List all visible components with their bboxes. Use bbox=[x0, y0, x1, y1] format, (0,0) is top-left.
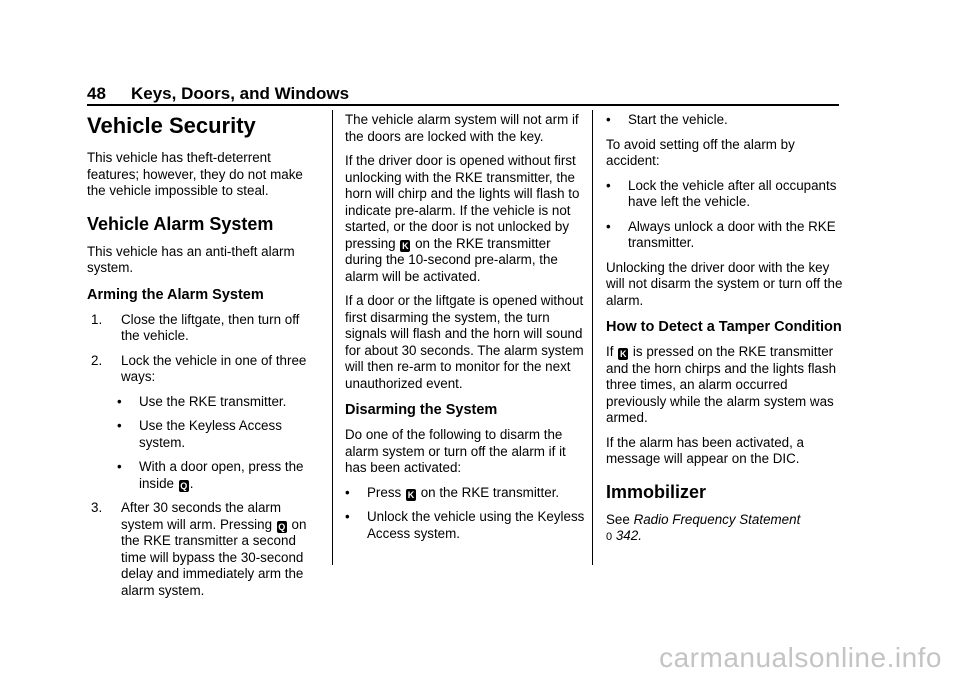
paragraph: To avoid setting off the alarm by accident: bbox=[606, 136, 795, 168]
page-number: 48 bbox=[87, 84, 106, 103]
page-ref-icon: 0 bbox=[606, 531, 613, 543]
paragraph: If the alarm has been activated, a message will appear on the DIC. bbox=[606, 434, 805, 466]
unlock-icon: K bbox=[402, 240, 409, 251]
list-item: • Use the RKE transmitter. bbox=[117, 393, 287, 409]
column-divider bbox=[332, 110, 333, 565]
column-3 bbox=[606, 112, 844, 554]
page-title: Vehicle Security bbox=[87, 113, 256, 138]
list-item: • Lock the vehicle after all occupants have left the vehicle. bbox=[606, 177, 837, 209]
section-title: Keys, Doors, and Windows bbox=[131, 84, 350, 103]
alarm-intro: This vehicle has an anti-theft alarm system. bbox=[87, 243, 295, 275]
unlock-icon: K bbox=[407, 489, 415, 500]
paragraph: If a door or the liftgate is opened without first disarming the system, the turn signals will flash and the horn will sound for about 30 seconds. The alarm system will then re-arm to monitor for the next unauthorized event. bbox=[345, 293, 584, 391]
lock-icon: Q bbox=[180, 480, 188, 491]
page-header bbox=[87, 84, 349, 104]
alarm-heading: Vehicle Alarm System bbox=[87, 213, 274, 234]
reference: See Radio Frequency Statement 0 342. bbox=[606, 511, 801, 543]
list-item: • Use the Keyless Access system. bbox=[117, 418, 282, 450]
intro-text: This vehicle has theft-deterrent features; however, they do not make the vehicle impossible to steal. bbox=[87, 150, 303, 198]
column-1 bbox=[87, 110, 317, 607]
step-2: 2. Lock the vehicle in one of three ways: bbox=[91, 352, 307, 384]
reference-link[interactable]: Radio Frequency Statement 0 342. bbox=[606, 511, 801, 543]
paragraph: If the driver door is opened without first unlocking with the RKE transmitter, the horn will chirp and the lights will flash to indicate pre-alarm. If the vehicle is not started, or the door is not unlocked by pressing K on the RKE transmitter during the 10-second pre-alarm, the alarm will be activated. bbox=[345, 153, 580, 284]
list-item: • With a door open, press the inside Q . bbox=[117, 459, 304, 491]
list-item: • Start the vehicle. bbox=[606, 112, 728, 127]
paragraph: If K is pressed on the RKE transmitter and the horn chirps and the lights flash three times, an alarm occurred previously while the alarm system was armed. bbox=[606, 344, 837, 425]
watermark: carmanualsonline.info bbox=[659, 642, 942, 673]
column-2 bbox=[345, 112, 585, 550]
paragraph: Unlocking the driver door with the key will not disarm the system or turn off the alarm. bbox=[606, 259, 843, 308]
disarm-intro: Do one of the following to disarm the alarm system or turn off the alarm if it has been activated: bbox=[345, 427, 566, 475]
list-item: • Always unlock a door with the RKE transmitter. bbox=[606, 218, 836, 250]
list-item: • Unlock the vehicle using the Keyless Access system. bbox=[345, 509, 585, 541]
arming-heading: Arming the Alarm System bbox=[87, 286, 264, 303]
unlock-icon: K bbox=[619, 349, 627, 359]
header-rule bbox=[87, 104, 839, 106]
tamper-heading: How to Detect a Tamper Condition bbox=[606, 319, 842, 335]
lock-icon: Q bbox=[278, 521, 286, 532]
list-item: • Press K on the RKE transmitter. bbox=[345, 484, 560, 500]
immobilizer-heading: Immobilizer bbox=[606, 481, 707, 502]
disarm-heading: Disarming the System bbox=[345, 402, 498, 418]
step-1: 1. Close the liftgate, then turn off the vehicle. bbox=[91, 311, 300, 343]
paragraph: The vehicle alarm system will not arm if the doors are locked with the key. bbox=[345, 112, 579, 144]
column-divider bbox=[592, 110, 593, 565]
step-3: 3. After 30 seconds the alarm system will arm. Pressing Q on the RKE transmitter a second time will bypass the 30-second delay and immediately arm the alarm system. bbox=[91, 500, 307, 598]
